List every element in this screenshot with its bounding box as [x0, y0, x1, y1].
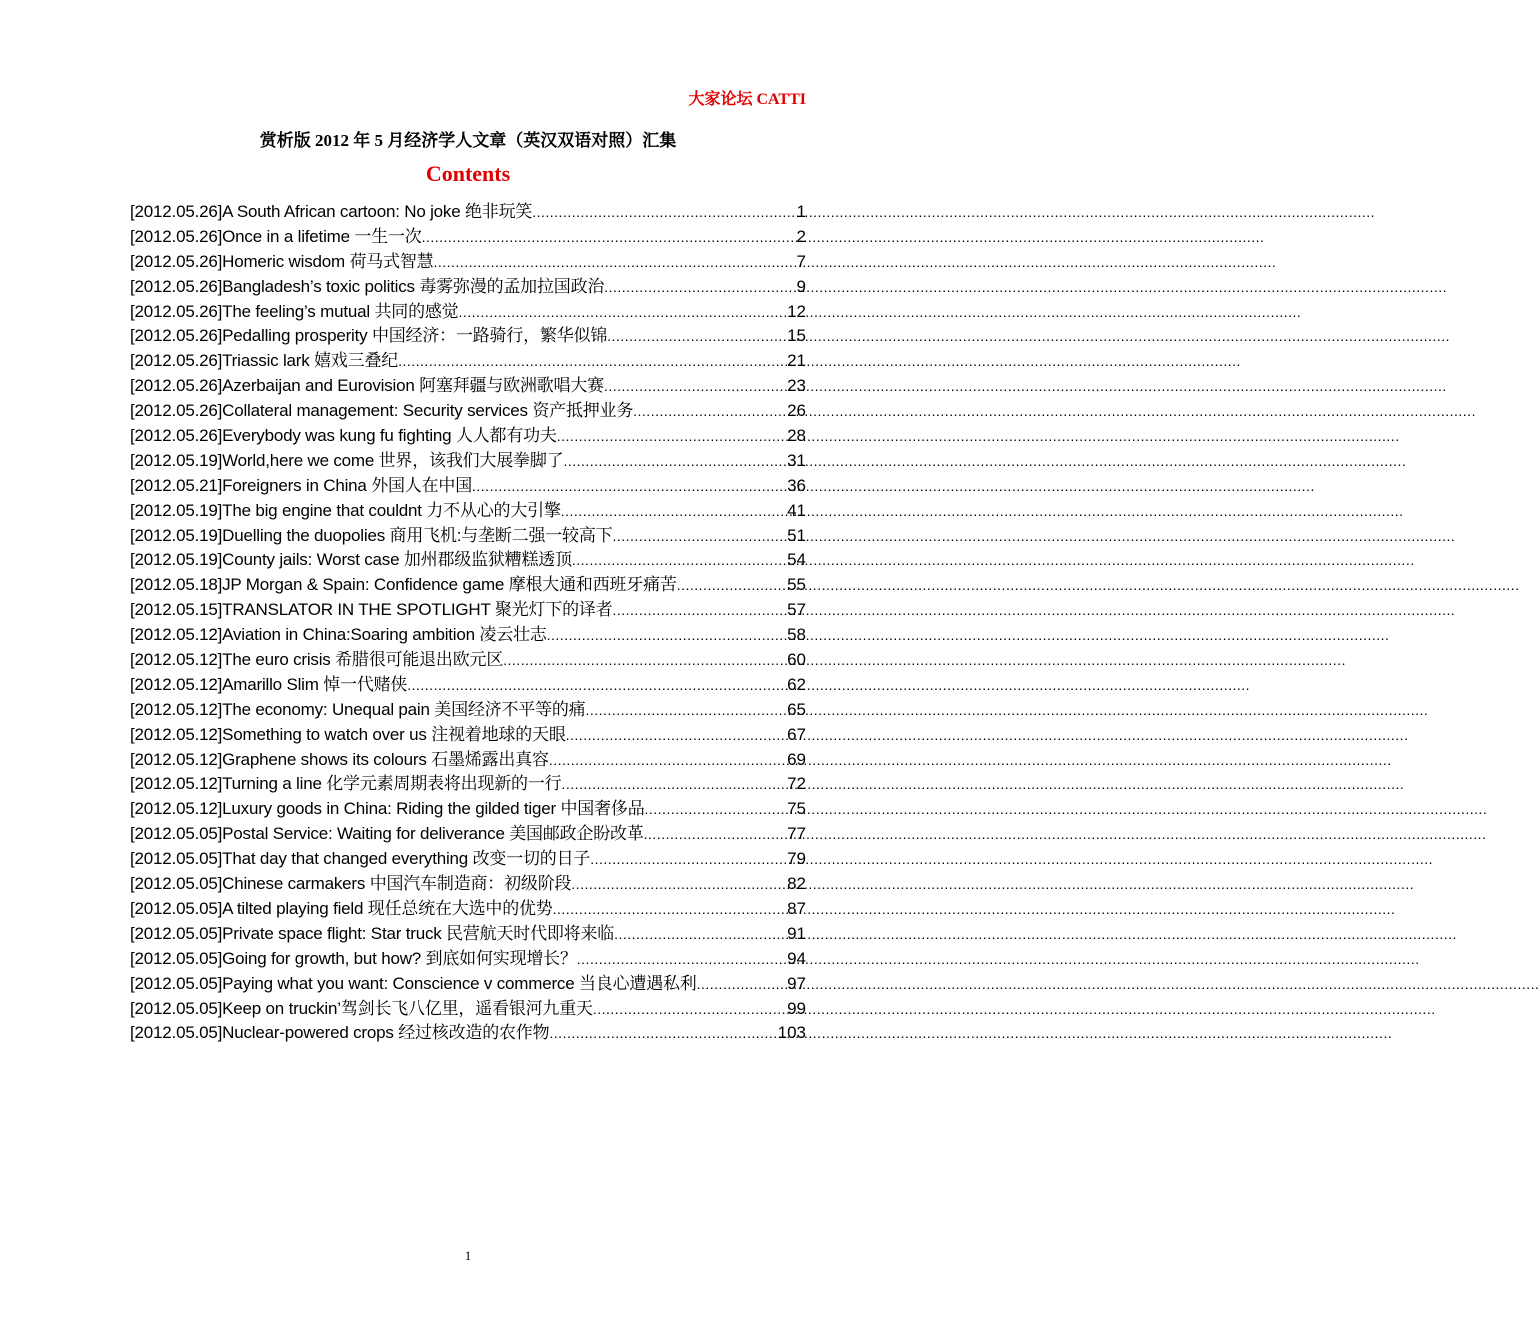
- toc-entry[interactable]: [130, 673, 806, 698]
- toc-dot-leader: [593, 997, 787, 1022]
- toc-entry-title: [2012.05.26]Triassic lark 嬉戏三叠纪: [130, 351, 399, 371]
- toc-entry-title: [2012.05.26]Once in a lifetime 一生一次: [130, 226, 422, 246]
- toc-entry-page-number: 103: [777, 1023, 806, 1043]
- toc-entry-page-number: 87: [787, 898, 806, 918]
- toc-dot-leader: [557, 424, 787, 449]
- toc-entry-page-number: 82: [787, 874, 806, 894]
- toc-entry-page-number: 99: [787, 998, 806, 1018]
- toc-entry-page-number: 77: [787, 824, 806, 844]
- toc-entry[interactable]: [130, 922, 806, 947]
- toc-entry-title: [2012.05.05]Nuclear-powered crops 经过核改造的农作物: [130, 1023, 550, 1043]
- toc-entry-title: [2012.05.26]Collateral management: Security services 资产抵押业务: [130, 401, 634, 421]
- toc-dot-leader: [553, 897, 787, 922]
- toc-entry[interactable]: [130, 623, 806, 648]
- toc-entry-page-number: 97: [787, 973, 806, 993]
- toc-entry[interactable]: [130, 474, 806, 499]
- toc-entry-title: [2012.05.12]Graphene shows its colours 石墨烯露出真容: [130, 749, 549, 769]
- toc-dot-leader: [572, 548, 787, 573]
- toc-entry[interactable]: [130, 374, 806, 399]
- toc-dot-leader: [612, 598, 787, 623]
- table-of-contents: [130, 200, 806, 1046]
- toc-entry[interactable]: [130, 822, 806, 847]
- toc-entry-page-number: 23: [787, 376, 806, 396]
- toc-dot-leader: [458, 300, 787, 325]
- toc-entry-title: [2012.05.05]Paying what you want: Conscience v commerce 当良心遭遇私利: [130, 973, 697, 993]
- toc-entry-title: [2012.05.12]The economy: Unequal pain 美国经济不平等的痛: [130, 699, 586, 719]
- toc-entry-page-number: 41: [787, 500, 806, 520]
- toc-entry-title: [2012.05.19]Duelling the duopolies 商用飞机:与垄断二强一较高下: [130, 525, 613, 545]
- toc-entry-title: [2012.05.12]Turning a line 化学元素周期表将出现新的一行: [130, 774, 562, 794]
- toc-entry-page-number: 60: [787, 650, 806, 670]
- toc-entry-page-number: 62: [787, 674, 806, 694]
- page-number: 1: [464, 1248, 472, 1263]
- toc-dot-leader: [612, 524, 787, 549]
- toc-entry-page-number: 21: [787, 351, 806, 371]
- toc-entry-title: [2012.05.05]Going for growth, but how? 到底如何实现增长？: [130, 948, 577, 968]
- toc-entry-title: [2012.05.05]That day that changed everything 改变一切的日子: [130, 849, 591, 869]
- toc-entry[interactable]: [130, 1021, 806, 1046]
- header-brand: 大家论坛 CATTI: [688, 91, 806, 108]
- toc-entry-title: [2012.05.18]JP Morgan & Spain: Confidence game 摩根大通和西班牙痛苦: [130, 575, 677, 595]
- toc-entry-page-number: 26: [787, 401, 806, 421]
- toc-dot-leader: [549, 748, 787, 773]
- toc-entry-page-number: 2: [796, 226, 806, 246]
- toc-dot-leader: [577, 947, 787, 972]
- toc-entry-title: [2012.05.05]Postal Service: Waiting for deliverance 美国邮政企盼改革: [130, 824, 644, 844]
- toc-entry[interactable]: [130, 548, 806, 573]
- toc-entry-title: [2012.05.12]Amarillo Slim 悼一代赌侠: [130, 674, 408, 694]
- toc-entry[interactable]: [130, 399, 806, 424]
- toc-entry[interactable]: [130, 947, 806, 972]
- toc-dot-leader: [563, 449, 787, 474]
- toc-entry[interactable]: [130, 250, 806, 275]
- toc-entry-page-number: 12: [787, 301, 806, 321]
- toc-entry-page-number: 1: [796, 202, 806, 221]
- toc-entry[interactable]: [130, 524, 806, 549]
- toc-entry[interactable]: [130, 772, 806, 797]
- toc-entry-page-number: 31: [787, 450, 806, 470]
- toc-entry[interactable]: [130, 225, 806, 250]
- toc-entry-title: [2012.05.05]A tilted playing field 现任总统在大选中的优势: [130, 898, 553, 918]
- toc-entry[interactable]: [130, 449, 806, 474]
- toc-entry[interactable]: [130, 872, 806, 897]
- toc-dot-leader: [398, 349, 787, 374]
- toc-dot-leader: [422, 225, 797, 250]
- toc-entry-page-number: 58: [787, 625, 806, 645]
- toc-entry-page-number: 9: [796, 276, 806, 296]
- toc-entry[interactable]: [130, 972, 806, 997]
- toc-entry-title: [2012.05.15]TRANSLATOR IN THE SPOTLIGHT 聚光灯下的译者: [130, 600, 613, 620]
- toc-entry-title: [2012.05.26]Azerbaijan and Eurovision 阿塞拜疆与欧洲歌唱大赛: [130, 376, 604, 396]
- toc-entry-title: [2012.05.05]Chinese carmakers 中国汽车制造商：初级阶段: [130, 874, 572, 894]
- toc-entry-page-number: 57: [787, 600, 806, 620]
- toc-entry-page-number: 28: [787, 426, 806, 446]
- toc-dot-leader: [633, 399, 787, 424]
- toc-entry-page-number: 79: [787, 849, 806, 869]
- toc-entry-title: [2012.05.19]County jails: Worst case 加州郡级监狱糟糕透顶: [130, 550, 572, 570]
- toc-dot-leader: [532, 200, 796, 225]
- toc-entry-page-number: 67: [787, 724, 806, 744]
- toc-entry-title: [2012.05.26]Pedalling prosperity 中国经济：一路骑行，繁华似锦: [130, 326, 608, 346]
- toc-entry-page-number: 65: [787, 699, 806, 719]
- document-title: 赏析版 2012 年 5 月经济学人文章（英汉双语对照）汇集: [259, 131, 677, 150]
- toc-entry-title: [2012.05.26]A South African cartoon: No joke 绝非玩笑: [130, 202, 533, 221]
- toc-entry-title: [2012.05.12]The euro crisis 希腊很可能退出欧元区: [130, 650, 504, 670]
- toc-entry-title: [2012.05.26]The feeling’s mutual 共同的感觉: [130, 301, 459, 321]
- toc-entry-title: [2012.05.26]Bangladesh’s toxic politics 毒雾弥漫的孟加拉国政治: [130, 276, 605, 296]
- toc-dot-leader: [590, 847, 787, 872]
- toc-entry-page-number: 54: [787, 550, 806, 570]
- toc-dot-leader: [614, 922, 787, 947]
- toc-dot-leader: [604, 374, 787, 399]
- toc-entry[interactable]: [130, 499, 806, 524]
- toc-entry-title: [2012.05.12]Aviation in China:Soaring ambition 凌云壮志: [130, 625, 547, 645]
- toc-entry[interactable]: [130, 349, 806, 374]
- toc-entry-title: [2012.05.05]Private space flight: Star truck 民营航天时代即将来临: [130, 923, 615, 943]
- toc-entry-title: [2012.05.19]World,here we come 世界，该我们大展拳脚了: [130, 450, 564, 470]
- toc-dot-leader: [644, 822, 787, 847]
- toc-dot-leader: [549, 1021, 777, 1046]
- toc-entry-page-number: 72: [787, 774, 806, 794]
- toc-dot-leader: [571, 872, 787, 897]
- toc-entry[interactable]: [130, 723, 806, 748]
- toc-entry[interactable]: [130, 324, 806, 349]
- toc-dot-leader: [604, 275, 796, 300]
- toc-dot-leader: [561, 772, 787, 797]
- toc-dot-leader: [503, 648, 787, 673]
- toc-entry-page-number: 36: [787, 475, 806, 495]
- toc-dot-leader: [607, 324, 787, 349]
- toc-entry[interactable]: [130, 748, 806, 773]
- toc-dot-leader: [566, 723, 787, 748]
- toc-entry-title: [2012.05.26]Everybody was kung fu fighting 人人都有功夫: [130, 426, 557, 446]
- toc-entry-title: [2012.05.12]Something to watch over us 注视着地球的天眼: [130, 724, 566, 744]
- toc-entry-page-number: 91: [787, 923, 806, 943]
- toc-entry-title: [2012.05.12]Luxury goods in China: Riding the gilded tiger 中国奢侈品: [130, 799, 645, 819]
- toc-entry-page-number: 94: [787, 948, 806, 968]
- toc-entry-page-number: 51: [787, 525, 806, 545]
- toc-entry-page-number: 69: [787, 749, 806, 769]
- toc-entry-title: [2012.05.05]Keep on truckin’驾剑长飞八亿里，遥看银河九重天: [130, 998, 593, 1018]
- toc-entry-page-number: 7: [796, 251, 806, 271]
- toc-entry[interactable]: [130, 997, 806, 1022]
- toc-entry-title: [2012.05.21]Foreigners in China 外国人在中国: [130, 475, 473, 495]
- toc-dot-leader: [677, 573, 787, 598]
- toc-entry-title: [2012.05.26]Homeric wisdom 荷马式智慧: [130, 251, 434, 271]
- toc-entry-page-number: 75: [787, 799, 806, 819]
- toc-dot-leader: [434, 250, 797, 275]
- toc-entry-title: [2012.05.19]The big engine that couldnt 力不从心的大引擎: [130, 500, 561, 520]
- toc-entry[interactable]: [130, 300, 806, 325]
- toc-entry[interactable]: [130, 797, 806, 822]
- toc-entry[interactable]: [130, 200, 806, 225]
- toc-dot-leader: [561, 499, 787, 524]
- toc-entry-page-number: 15: [787, 326, 806, 346]
- toc-entry[interactable]: [130, 648, 806, 673]
- toc-entry[interactable]: [130, 275, 806, 300]
- toc-entry[interactable]: [130, 897, 806, 922]
- toc-dot-leader: [547, 623, 787, 648]
- toc-dot-leader: [697, 972, 787, 997]
- toc-entry[interactable]: [130, 698, 806, 723]
- toc-entry[interactable]: [130, 847, 806, 872]
- toc-entry-page-number: 55: [787, 575, 806, 595]
- toc-entry[interactable]: [130, 573, 806, 598]
- toc-dot-leader: [586, 698, 788, 723]
- toc-dot-leader: [645, 797, 788, 822]
- contents-heading: Contents: [425, 161, 511, 186]
- toc-entry[interactable]: [130, 424, 806, 449]
- toc-dot-leader: [472, 474, 787, 499]
- toc-entry[interactable]: [130, 598, 806, 623]
- toc-dot-leader: [407, 673, 787, 698]
